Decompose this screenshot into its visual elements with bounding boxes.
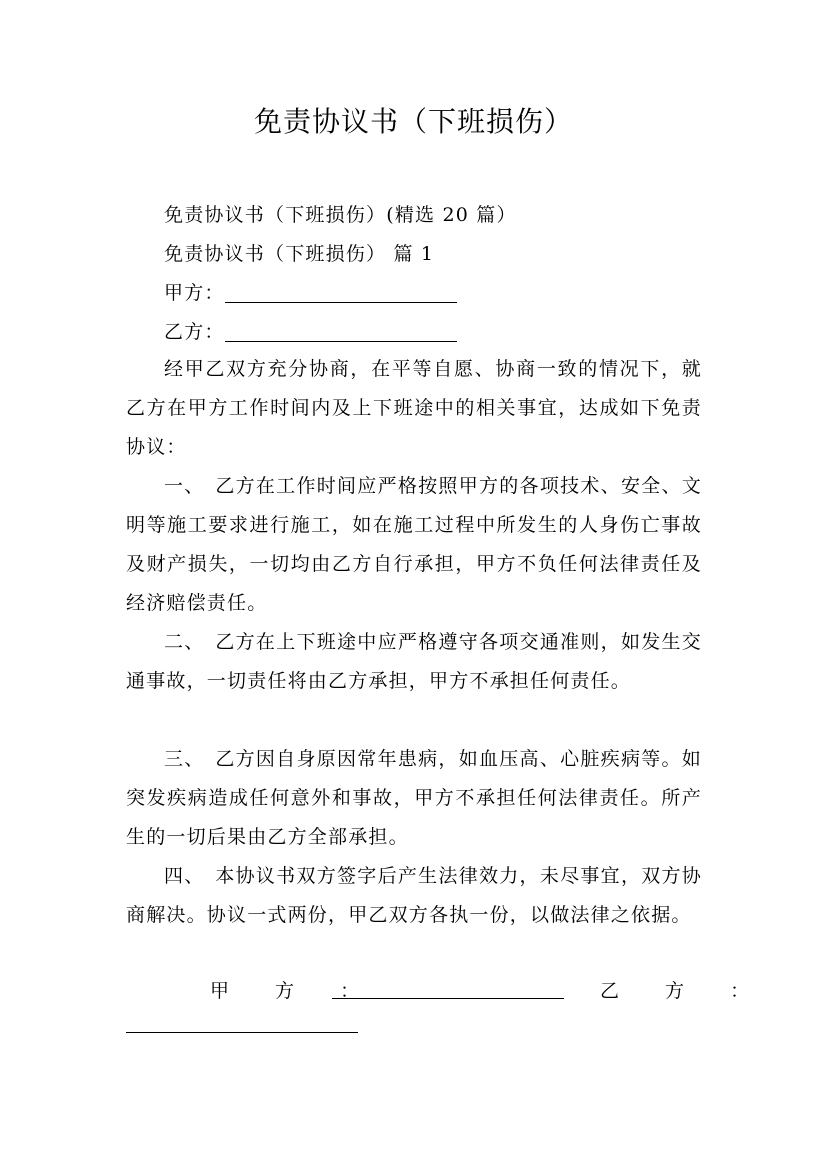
sign-b-label: 乙 方 ： — [600, 980, 770, 1002]
clause-1: 一、 乙方在工作时间应严格按照甲方的各项技术、安全、文明等施工要求进行施工，如在施工过程中所发生的人身伤亡事故及财产损失，一切均由乙方自行承担，甲方不负任何法律责任及经济赔偿责任。 — [126, 475, 702, 614]
clause-4-block — [126, 857, 702, 935]
party-a-blank — [225, 280, 457, 303]
intro-paragraph-block — [126, 350, 702, 467]
party-b-line — [126, 313, 702, 352]
party-b-label: 乙方： — [164, 321, 225, 343]
party-a-line — [126, 274, 702, 313]
clause-4: 四、 本协议书双方签字后产生法律效力，未尽事宜，双方协商解决。协议一式两份，甲乙双方各执一份，以做法律之依据。 — [126, 865, 702, 926]
sign-a-blank — [332, 972, 564, 999]
sign-a-label: 甲 方 ： — [210, 980, 380, 1002]
clause-2: 二、 乙方在上下班途中应严格遵守各项交通准则，如发生交通事故，一切责任将由乙方承担，甲方不承担任何责任。 — [126, 631, 702, 692]
party-b-blank — [225, 319, 457, 342]
clause-3-block — [126, 740, 702, 857]
clause-1-block — [126, 467, 702, 623]
sign-b-blank — [126, 1016, 358, 1033]
document-title: 免责协议书（下班损伤） — [253, 105, 573, 138]
clause-2-block — [126, 623, 702, 701]
intro-paragraph: 经甲乙双方充分协商，在平等自愿、协商一致的情况下，就乙方在甲方工作时间内及上下班途中的相关事宜，达成如下免责协议： — [126, 358, 702, 458]
section-heading — [126, 235, 702, 274]
document-subtitle — [126, 196, 702, 235]
clause-3: 三、 乙方因自身原因常年患病，如血压高、心脏疾病等。如突发疾病造成任何意外和事故，甲方不承担任何法律责任。所产生的一切后果由乙方全部承担。 — [126, 748, 702, 848]
subtitle-text: 免责协议书（下班损伤）(精选 20 篇） — [164, 204, 517, 226]
party-a-label: 甲方： — [164, 282, 225, 304]
section-heading-text: 免责协议书（下班损伤） 篇 1 — [164, 243, 435, 265]
